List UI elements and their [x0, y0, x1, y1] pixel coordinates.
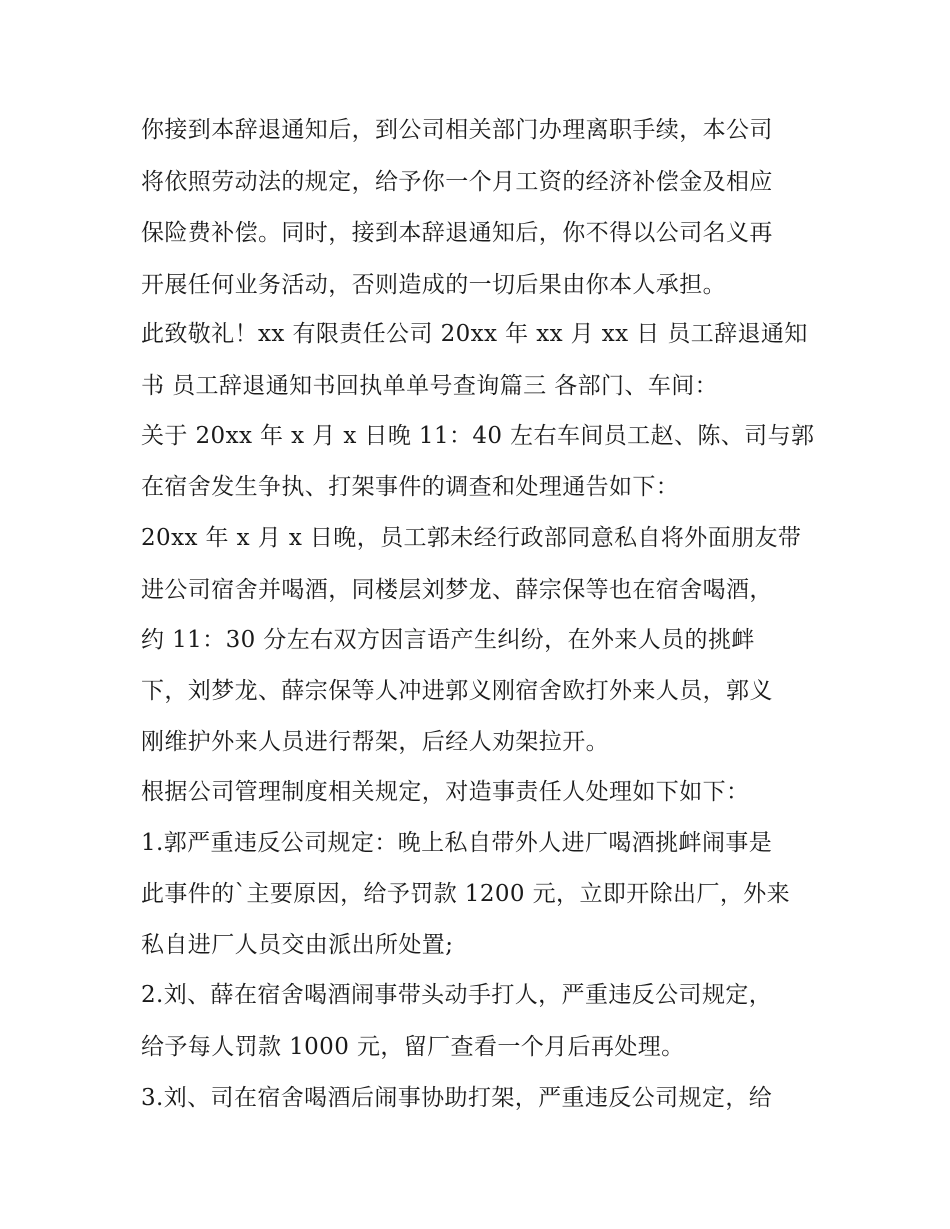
paragraph-line-12: 下，刘梦龙、薛宗保等人冲进郭义刚宿舍欧打外来人员，郭义 — [141, 678, 773, 704]
paragraph-line-9: 20xx 年 x 月 x 日晚，员工郭未经行政部同意私自将外面朋友带 — [141, 525, 802, 551]
paragraph-line-14: 根据公司管理制度相关规定，对造事责任人处理如下如下： — [141, 779, 750, 805]
paragraph-line-7: 关于 20xx 年 x 月 x 日晚 11：40 左右车间员工赵、陈、司与郭 — [141, 423, 815, 449]
paragraph-line-17: 私自进厂人员交由派出所处置; — [141, 932, 454, 958]
paragraph-line-2: 将依照劳动法的规定，给予你一个月工资的经济补偿金及相应 — [141, 169, 773, 195]
paragraph-line-13: 刚维护外来人员进行帮架，后经人劝架拉开。 — [141, 729, 609, 755]
paragraph-line-5: 此致敬礼！xx 有限责任公司 20xx 年 xx 月 xx 日 员工辞退通知 — [141, 321, 808, 347]
paragraph-line-4: 开展任何业务活动，否则造成的一切后果由你本人承担。 — [141, 272, 726, 298]
paragraph-line-16: 此事件的`主要原因，给予罚款 1200 元，立即开除出厂，外来 — [141, 881, 791, 907]
paragraph-line-20: 3.刘、司在宿舍喝酒后闹事协助打架，严重违反公司规定，给 — [141, 1085, 773, 1111]
paragraph-line-1: 你接到本辞退通知后，到公司相关部门办理离职手续，本公司 — [141, 117, 773, 143]
paragraph-line-18: 2.刘、薛在宿舍喝酒闹事带头动手打人，严重违反公司规定， — [141, 982, 773, 1008]
paragraph-line-6: 书 员工辞退通知书回执单单号查询篇三 各部门、车间： — [141, 373, 719, 399]
paragraph-line-10: 进公司宿舍并喝酒，同楼层刘梦龙、薛宗保等也在宿舍喝酒， — [141, 577, 773, 603]
paragraph-line-3: 保险费补偿。同时，接到本辞退通知后，你不得以公司名义再 — [141, 220, 773, 246]
paragraph-line-19: 给予每人罚款 1000 元，留厂查看一个月后再处理。 — [141, 1034, 685, 1060]
paragraph-line-15: 1.郭严重违反公司规定：晚上私自带外人进厂喝酒挑衅闹事是 — [141, 830, 773, 856]
paragraph-line-11: 约 11：30 分左右双方因言语产生纠纷，在外来人员的挑衅 — [141, 627, 755, 653]
paragraph-line-8: 在宿舍发生争执、打架事件的调查和处理通告如下： — [141, 474, 680, 500]
